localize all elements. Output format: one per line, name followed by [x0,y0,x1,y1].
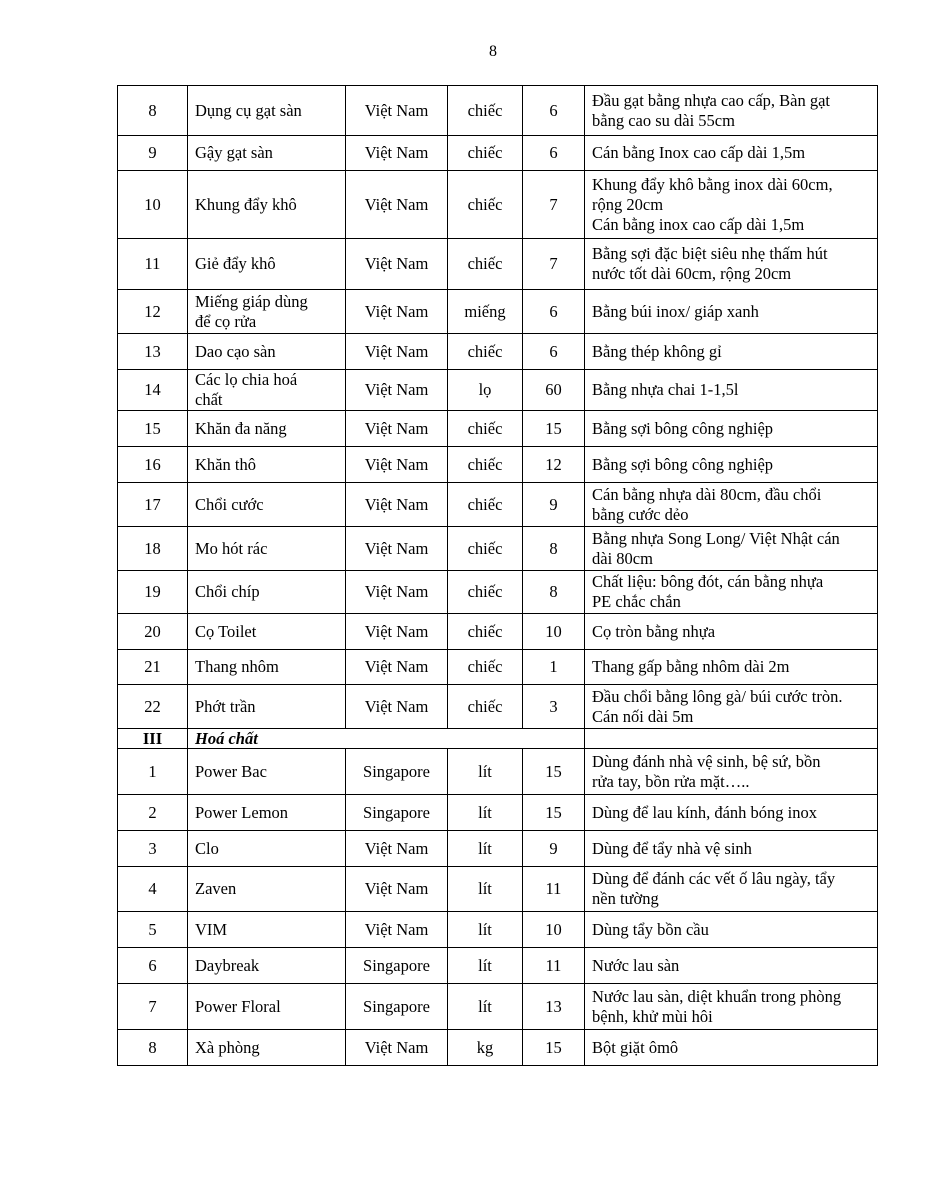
item-description [585,571,878,614]
row-number: 5 [118,912,188,948]
item-name [188,290,346,334]
item-description-line: Thang gấp bằng nhôm dài 2m [592,657,790,676]
item-quantity: 9 [523,831,585,867]
item-description-line: Dùng tẩy bồn cầu [592,919,709,939]
row-number: 14 [118,370,188,411]
item-description-line: Bằng nhựa Song Long/ Việt Nhật cán [592,528,840,548]
item-name [188,795,346,831]
item-description-line: nền tường [592,889,659,908]
row-number: 3 [118,831,188,867]
item-description [585,614,878,650]
item-description-line: Bằng nhựa chai 1-1,5l [592,380,739,399]
item-unit: chiếc [448,571,523,614]
item-description-line: Bằng búi inox/ giáp xanh [592,301,759,321]
item-unit: lít [448,948,523,984]
row-number: 20 [118,614,188,650]
item-name [188,749,346,795]
item-description [585,334,878,370]
item-quantity: 13 [523,984,585,1030]
section-title: Hoá chất [188,729,585,749]
row-number: 19 [118,571,188,614]
item-description [585,136,878,171]
item-name-line: Khung đẩy khô [195,194,297,214]
item-description [585,290,878,334]
table-row [118,447,878,483]
item-name [188,447,346,483]
item-quantity: 11 [523,948,585,984]
table-row [118,867,878,912]
item-name [188,370,346,411]
item-name-line: chất [195,390,223,409]
item-origin: Việt Nam [346,370,448,411]
items-table-body [118,86,878,1066]
item-description [585,370,878,411]
item-quantity: 15 [523,411,585,447]
item-origin: Việt Nam [346,571,448,614]
row-number: 22 [118,685,188,729]
item-origin: Singapore [346,948,448,984]
item-name-line: Gậy gạt sàn [195,143,273,162]
item-name [188,1030,346,1066]
item-origin: Singapore [346,984,448,1030]
item-description-line: Nước lau sàn, diệt khuẩn trong phòng [592,986,842,1006]
table-row [118,136,878,171]
item-unit: chiếc [448,136,523,171]
item-origin: Việt Nam [346,239,448,290]
table-row [118,685,878,729]
item-description-line: Cán nối dài 5m [592,706,694,726]
table-row [118,483,878,527]
item-description-line: Đầu chổi bằng lông gà/ búi cước tròn. [592,686,843,706]
row-number: 9 [118,136,188,171]
item-description-line: Bột giặt ômô [592,1037,679,1057]
item-unit: chiếc [448,411,523,447]
item-name-line: Power Lemon [195,802,289,822]
table-row [118,795,878,831]
item-description-line: Cán bằng Inox cao cấp dài 1,5m [592,143,806,162]
item-description-line: Dùng đánh nhà vệ sinh, bệ sứ, bồn [592,751,821,771]
item-description-line: PE chắc chắn [592,592,681,611]
item-unit: chiếc [448,527,523,571]
table-row [118,984,878,1030]
item-origin: Việt Nam [346,290,448,334]
table-row [118,290,878,334]
row-number: 18 [118,527,188,571]
item-origin: Việt Nam [346,867,448,912]
item-name-line: Miếng giáp dùng [195,291,308,311]
item-unit: lít [448,795,523,831]
row-number: 8 [118,1030,188,1066]
item-unit: chiếc [448,171,523,239]
item-description-line: Bằng sợi bông công nghiệp [592,418,774,438]
item-name-line: Clo [195,838,219,858]
row-number: 17 [118,483,188,527]
item-quantity: 10 [523,912,585,948]
item-quantity: 8 [523,527,585,571]
item-description-line: Dùng để tẩy nhà vệ sinh [592,838,752,858]
item-origin: Singapore [346,749,448,795]
item-unit: lít [448,831,523,867]
item-name-line: Khăn đa năng [195,418,287,438]
item-quantity: 10 [523,614,585,650]
item-description [585,984,878,1030]
item-origin: Việt Nam [346,912,448,948]
item-description-line: Dùng để lau kính, đánh bóng inox [592,802,818,822]
item-quantity: 1 [523,650,585,685]
row-number: 15 [118,411,188,447]
item-name [188,239,346,290]
item-quantity: 6 [523,86,585,136]
table-row [118,171,878,239]
item-origin: Việt Nam [346,86,448,136]
table-row [118,614,878,650]
item-name [188,912,346,948]
item-name [188,650,346,685]
item-origin: Việt Nam [346,650,448,685]
item-description [585,912,878,948]
item-description [585,86,878,136]
item-name [188,136,346,171]
item-description-line: dài 80cm [592,548,653,568]
item-origin: Việt Nam [346,527,448,571]
item-origin: Việt Nam [346,447,448,483]
item-name-line: Daybreak [195,955,260,975]
item-name [188,171,346,239]
item-unit: miếng [448,290,523,334]
item-origin: Việt Nam [346,483,448,527]
item-origin: Singapore [346,795,448,831]
section-empty-cell [585,729,878,749]
item-quantity: 9 [523,483,585,527]
item-unit: chiếc [448,334,523,370]
item-description [585,411,878,447]
item-description [585,483,878,527]
section-number: III [118,729,188,749]
item-unit: lít [448,867,523,912]
item-description-line: rửa tay, bồn rửa mặt….. [592,771,750,791]
item-unit: kg [448,1030,523,1066]
item-unit: lít [448,749,523,795]
item-name [188,86,346,136]
item-name [188,334,346,370]
row-number: 4 [118,867,188,912]
item-name-line: Power Floral [195,996,281,1016]
item-description-line: Chất liệu: bông đót, cán bằng nhựa [592,572,824,591]
item-description-line: rộng 20cm [592,194,664,214]
row-number: 12 [118,290,188,334]
row-number: 6 [118,948,188,984]
item-name [188,685,346,729]
page-number: 8 [489,43,497,60]
item-unit: chiếc [448,650,523,685]
item-unit: lít [448,912,523,948]
item-quantity: 15 [523,1030,585,1066]
section-header-row [118,729,878,749]
row-number: 11 [118,239,188,290]
row-number: 10 [118,171,188,239]
table-row [118,1030,878,1066]
item-name-line: VIM [195,919,228,939]
item-quantity: 8 [523,571,585,614]
item-origin: Việt Nam [346,614,448,650]
item-description-line: nước tốt dài 60cm, rộng 20cm [592,264,792,283]
item-unit: lít [448,984,523,1030]
row-number: 16 [118,447,188,483]
table-row [118,650,878,685]
row-number: 1 [118,749,188,795]
item-quantity: 15 [523,749,585,795]
item-name-line: Power Bac [195,761,267,781]
item-unit: chiếc [448,614,523,650]
item-description-line: Bằng thép không gỉ [592,341,722,361]
item-origin: Việt Nam [346,831,448,867]
item-unit: chiếc [448,483,523,527]
item-name [188,948,346,984]
item-quantity: 7 [523,239,585,290]
item-name-line: Chổi chíp [195,582,260,601]
item-name-line: Mo hót rác [195,538,268,558]
row-number: 21 [118,650,188,685]
item-description [585,650,878,685]
item-name-line: Thang nhôm [195,657,279,676]
table-row [118,948,878,984]
item-description [585,749,878,795]
table-row [118,334,878,370]
item-name-line: Cọ Toilet [195,621,257,641]
item-quantity: 3 [523,685,585,729]
item-description-line: bệnh, khử mùi hôi [592,1006,713,1026]
item-description-line: Bằng sợi bông công nghiệp [592,454,774,474]
item-name-line: Dụng cụ gạt sàn [195,100,302,120]
item-unit: chiếc [448,239,523,290]
item-name [188,483,346,527]
item-description-line: Cán bằng inox cao cấp dài 1,5m [592,214,805,234]
item-description [585,1030,878,1066]
item-name [188,984,346,1030]
item-description [585,685,878,729]
item-quantity: 6 [523,334,585,370]
item-quantity: 6 [523,290,585,334]
item-description [585,867,878,912]
item-description-line: bằng cao su dài 55cm [592,110,735,130]
item-description-line: Cọ tròn bằng nhựa [592,621,716,641]
item-name-line: Dao cạo sàn [195,341,276,361]
item-name-line: Zaven [195,879,237,898]
row-number: 7 [118,984,188,1030]
item-name-line: Chổi cước [195,494,264,514]
items-table [117,85,878,1066]
item-quantity: 12 [523,447,585,483]
table-row [118,571,878,614]
item-unit: lọ [448,370,523,411]
item-description [585,447,878,483]
table-row [118,86,878,136]
item-description-line: bằng cước dẻo [592,504,689,524]
item-description-line: Đầu gạt bằng nhựa cao cấp, Bàn gạt [592,90,831,110]
item-description-line: Cán bằng nhựa dài 80cm, đầu chổi [592,484,822,504]
item-origin: Việt Nam [346,685,448,729]
item-quantity: 11 [523,867,585,912]
item-name-line: Các lọ chia hoá [195,370,298,389]
table-row [118,527,878,571]
item-origin: Việt Nam [346,136,448,171]
item-unit: chiếc [448,86,523,136]
table-row [118,831,878,867]
item-quantity: 15 [523,795,585,831]
item-name-line: Xà phòng [195,1037,260,1057]
table-row [118,411,878,447]
item-description-line: Nước lau sàn [592,955,680,975]
item-name [188,411,346,447]
item-description [585,795,878,831]
item-unit: chiếc [448,685,523,729]
row-number: 8 [118,86,188,136]
item-unit: chiếc [448,447,523,483]
table-row [118,370,878,411]
item-name [188,527,346,571]
item-quantity: 60 [523,370,585,411]
item-description-line: Dùng để đánh các vết ố lâu ngày, tẩy [592,869,836,888]
item-name [188,571,346,614]
item-quantity: 6 [523,136,585,171]
item-origin: Việt Nam [346,171,448,239]
item-description [585,948,878,984]
item-name-line: Khăn thô [195,454,256,474]
item-description-line: Bằng sợi đặc biệt siêu nhẹ thấm hút [592,244,828,263]
table-row [118,749,878,795]
item-name [188,614,346,650]
item-origin: Việt Nam [346,334,448,370]
item-description-line: Khung đẩy khô bằng inox dài 60cm, [592,174,833,194]
item-name-line: Phớt trần [195,696,256,716]
item-origin: Việt Nam [346,411,448,447]
item-quantity: 7 [523,171,585,239]
item-name-line: Giẻ đẩy khô [195,254,276,273]
table-row [118,239,878,290]
item-description [585,171,878,239]
item-name-line: để cọ rửa [195,311,257,331]
item-description [585,831,878,867]
item-description [585,239,878,290]
item-origin: Việt Nam [346,1030,448,1066]
row-number: 2 [118,795,188,831]
table-row [118,912,878,948]
item-name [188,867,346,912]
row-number: 13 [118,334,188,370]
item-name [188,831,346,867]
item-description [585,527,878,571]
